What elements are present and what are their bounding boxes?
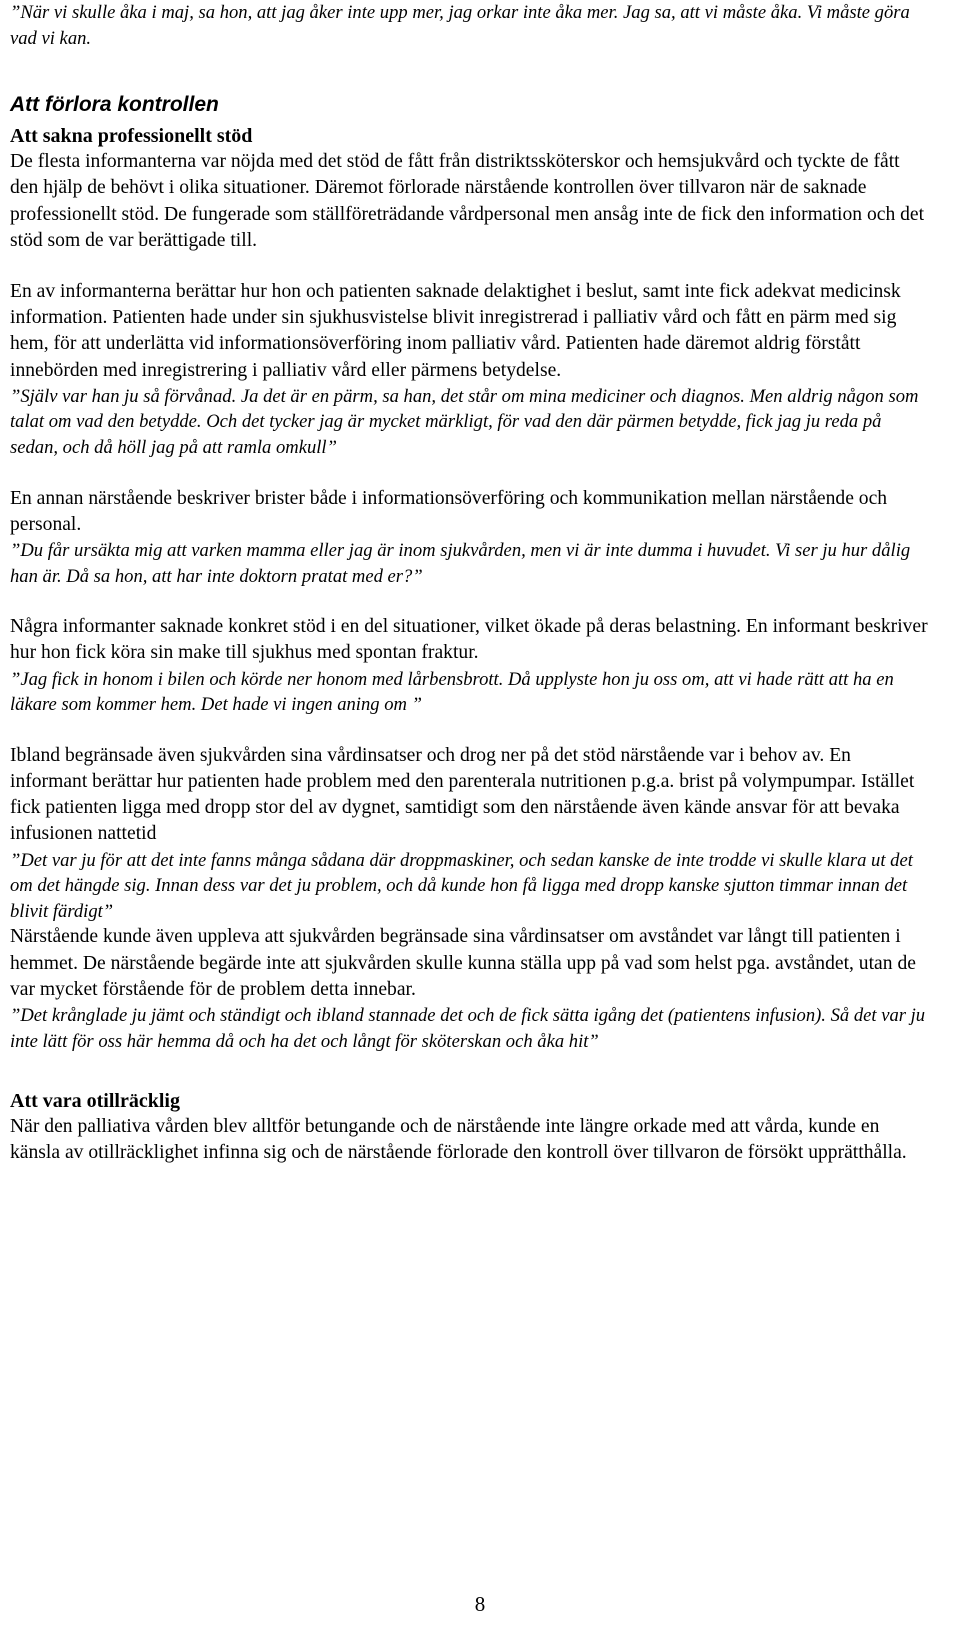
section-heading: Att förlora kontrollen <box>10 93 219 117</box>
paragraph: Några informanter saknade konkret stöd i en del situationer, vilket ökade på deras belastning. En informant beskriver hur hon fick köra sin make till sjukhus med spontan fraktur. <box>10 616 928 664</box>
paragraph: En annan närstående beskriver brister både i informationsöverföring och kommunikation mellan närstående och personal. <box>10 487 888 535</box>
paragraph: De flesta informanterna var nöjda med det stöd de fått från distriktssköterskor och hemsjukvård och tyckte de fått den hjälp de behövt i olika situationer. Däremot förlorade närstående kontrollen över tillvaron när de saknade professionellt stöd. De fungerade som ställföreträdande vårdpersonal men ansåg inte de fick den information och det stöd som de var berättigade till. <box>10 151 925 251</box>
subsection-heading-professional-support: Att sakna professionellt stöd <box>10 125 253 148</box>
paragraph: Ibland begränsade även sjukvården sina vårdinsatser och drog ner på det stöd närstående var i behov av. En informant berättar hur patienten hade problem med den parenterala nutritionen p.g.a. brist på volympumpar. Istället fick patienten ligga med dropp stor del av dygnet, samtidigt som den närstående även kände ansvar för att bevaka infusionen nattetid <box>10 744 915 845</box>
quote: ”Jag fick in honom i bilen och körde ner honom med lårbensbrott. Då upplyste hon ju oss om, att vi hade rätt att ha en läkare som kommer hem. Det hade vi ingen aning om ” <box>10 668 894 716</box>
paragraph: En av informanterna berättar hur hon och patienten saknade delaktighet i beslut, samt inte fick adekvat medicinsk information. Patienten hade under sin sjukhusvistelse blivit inregistrerad i palliativ vård och fått en pärm med sig hem, för att underlätta vid informationsöverföring inom palliativ vård. Patienten hade däremot aldrig förstått innebörden med inregistrering i palliativ vård eller pärmens betydelse. <box>10 281 901 381</box>
paragraph: Närstående kunde även uppleva att sjukvården begränsade sina vårdinsatser om avståndet var långt till patienten i hemmet. De närstående begärde inte att sjukvården skulle kunna ställa upp på vad som helst pga. avståndet, utan de var mycket förstående för de problem detta innebar. <box>10 926 916 1000</box>
page-number: 8 <box>474 1592 486 1616</box>
quote: ”Själv var han ju så förvånad. Ja det är en pärm, sa han, det står om mina mediciner och diagnos. Men aldrig någon som talat om vad den betydde. Och det tycker jag är mycket märkligt, för vad den där pärmen betydde, fick jag ju reda på sedan, och då höll jag på att ramla omkull” <box>10 385 919 458</box>
document-page <box>10 0 932 1167</box>
quote: ”Det var ju för att det inte fanns många sådana där droppmaskiner, och sedan kanske de inte trodde vi skulle klara ut det om det hängde sig. Innan dess var det ju problem, och då kunde hon få ligga med dropp kanske sjutton timmar innan det blivit färdigt” <box>10 849 913 922</box>
paragraph: När den palliativa vården blev alltför betungande och de närstående inte längre orkade med att vårda, kunde en känsla av otillräcklighet infinna sig och de närstående förlorade den kontroll över tillvaron de försökt upprätthålla. <box>10 1116 907 1164</box>
opening-quote: ”När vi skulle åka i maj, sa hon, att jag åker inte upp mer, jag orkar inte åka mer. Jag sa, att vi måste åka. Vi måste göra vad vi kan. <box>10 2 910 49</box>
quote: ”Det krånglade ju jämt och ständigt och ibland stannade det och de fick sätta igång det (patientens infusion). Så det var ju inte lätt för oss här hemma då och ha det och långt för sköterskan och åka hit” <box>10 1004 926 1052</box>
quote: ”Du får ursäkta mig att varken mamma eller jag är inom sjukvården, men vi är inte dumma i huvudet. Vi ser ju hur dålig han är. Då sa hon, att har inte doktorn pratat med er?” <box>10 540 911 587</box>
subsection-heading-inadequacy: Att vara otillräcklig <box>10 1090 180 1113</box>
